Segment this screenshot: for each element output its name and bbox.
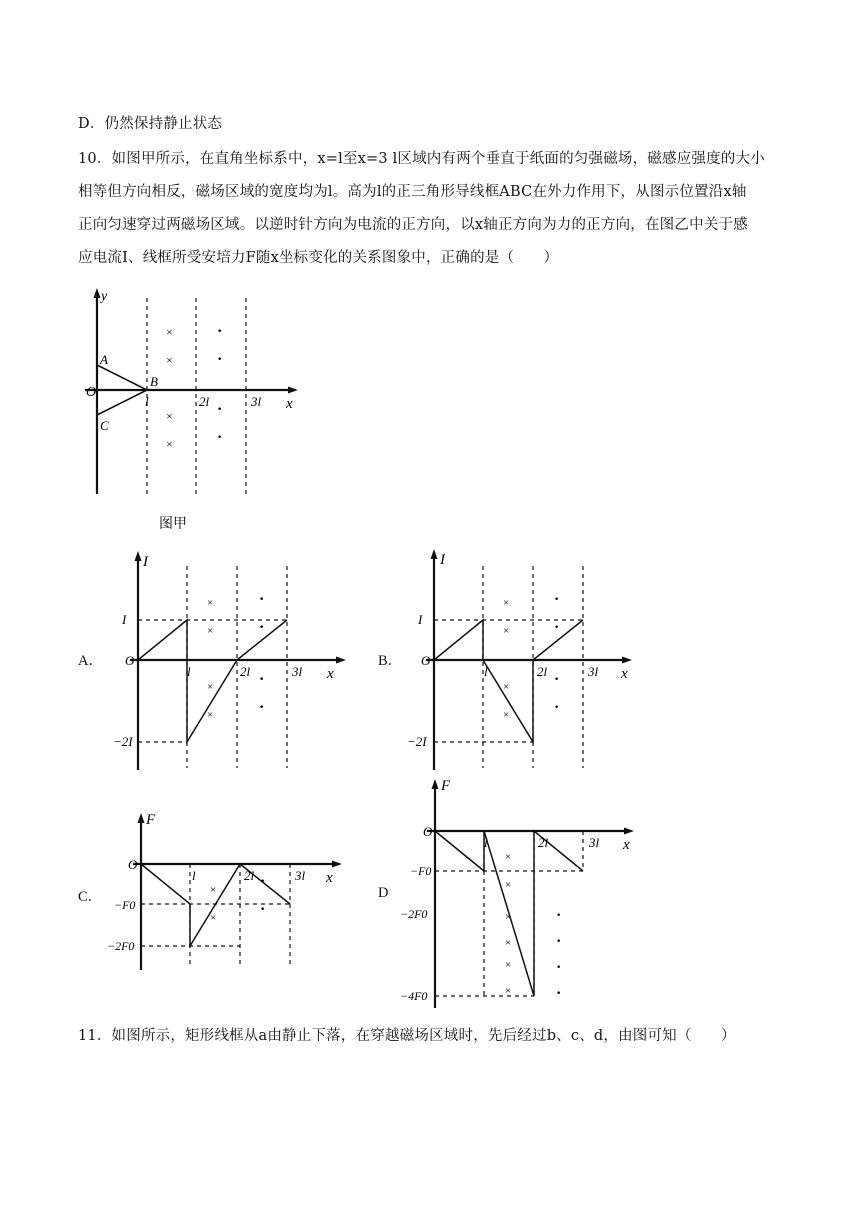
svg-text:×: ×	[505, 879, 512, 891]
svg-text:−4F0: −4F0	[400, 989, 428, 1003]
svg-text:I: I	[122, 612, 127, 627]
svg-text:×: ×	[505, 959, 512, 971]
svg-text:3l: 3l	[295, 868, 306, 883]
svg-text:−2F0: −2F0	[400, 907, 428, 921]
svg-text:·: ·	[260, 901, 266, 918]
tick-3l: 3l	[251, 394, 262, 409]
svg-text:·: ·	[217, 323, 223, 340]
x-label: x	[286, 396, 293, 412]
svg-text:l: l	[192, 868, 196, 883]
vertex-c: C	[100, 418, 109, 433]
svg-text:·: ·	[556, 985, 562, 1002]
y-label: y	[101, 289, 108, 304]
svg-text:×: ×	[505, 937, 512, 949]
svg-text:·: ·	[554, 699, 560, 716]
option-a-label[interactable]: A．	[78, 653, 103, 669]
svg-text:·: ·	[556, 933, 562, 950]
svg-text:×: ×	[210, 884, 217, 896]
svg-text:x: x	[621, 666, 628, 682]
question-10-line-2: 相等但方向相反，磁场区域的宽度均为l。高为l的正三角形导线框ABC在外力作用下，从图示位置沿x轴	[78, 184, 747, 200]
question-10-line-4: 应电流I、线框所受安培力F随x坐标变化的关系图象中，正确的是（ ）	[78, 250, 559, 266]
svg-text:l: l	[484, 664, 488, 679]
svg-text:x: x	[327, 666, 334, 682]
svg-text:·: ·	[554, 619, 560, 636]
svg-text:O: O	[128, 857, 138, 872]
svg-text:−F0: −F0	[114, 898, 136, 912]
svg-text:x: x	[623, 837, 630, 853]
option-d-previous: D．仍然保持静止状态	[78, 116, 223, 132]
svg-text:×: ×	[166, 409, 173, 423]
vertex-a: A	[100, 352, 108, 367]
svg-text:×: ×	[207, 625, 214, 637]
question-11: 11．如图所示，矩形线框从a由静止下落，在穿越磁场区域时，先后经过b、c、d，由图可知（ ）	[78, 1028, 736, 1044]
vertex-b: B	[150, 374, 158, 389]
svg-text:I: I	[143, 554, 148, 570]
svg-text:·: ·	[217, 351, 223, 368]
svg-text:×: ×	[207, 681, 214, 693]
svg-text:2l: 2l	[240, 664, 251, 679]
svg-text:−2F0: −2F0	[107, 939, 135, 953]
svg-text:·: ·	[556, 959, 562, 976]
origin-label: O	[86, 385, 97, 400]
svg-text:×: ×	[503, 625, 510, 637]
svg-text:x: x	[326, 870, 333, 886]
svg-text:I: I	[418, 612, 423, 627]
svg-text:I: I	[440, 552, 445, 568]
svg-text:3l: 3l	[589, 835, 600, 850]
svg-text:O: O	[125, 653, 135, 668]
tick-l: l	[145, 394, 149, 409]
svg-text:·: ·	[259, 671, 265, 688]
svg-text:×: ×	[207, 709, 214, 721]
svg-text:3l: 3l	[292, 664, 303, 679]
svg-text:×: ×	[166, 437, 173, 451]
svg-text:×: ×	[166, 325, 173, 339]
option-b-label[interactable]: B．	[378, 653, 403, 669]
svg-text:×: ×	[503, 597, 510, 609]
tick-2l: 2l	[199, 394, 210, 409]
svg-text:l: l	[484, 835, 488, 850]
question-10-line-3: 正向匀速穿过两磁场区域。以逆时针方向为电流的正方向，以x轴正方向为力的正方向，在图乙中关于感	[78, 217, 748, 233]
svg-text:O: O	[423, 824, 433, 839]
svg-text:×: ×	[166, 353, 173, 367]
svg-text:2l: 2l	[537, 664, 548, 679]
question-10-line-1: 10．如图甲所示，在直角坐标系中，x=l至x=3 l区域内有两个垂直于纸面的匀强磁场，磁感应强度的大小	[78, 151, 765, 167]
svg-text:×: ×	[503, 709, 510, 721]
svg-text:·: ·	[260, 873, 266, 890]
svg-text:·: ·	[259, 699, 265, 716]
svg-text:F: F	[146, 812, 156, 828]
figure-caption: 图甲	[159, 516, 187, 532]
svg-text:O: O	[421, 653, 431, 668]
svg-text:·: ·	[259, 619, 265, 636]
svg-text:·: ·	[554, 671, 560, 688]
option-c-label[interactable]: C．	[78, 889, 103, 905]
svg-text:×: ×	[505, 911, 512, 923]
svg-text:3l: 3l	[588, 664, 599, 679]
option-d-label[interactable]: D	[378, 885, 389, 901]
svg-text:−2I: −2I	[113, 734, 133, 749]
svg-text:F: F	[441, 778, 451, 794]
svg-text:·: ·	[556, 907, 562, 924]
svg-text:×: ×	[207, 597, 214, 609]
svg-text:×: ×	[505, 851, 512, 863]
svg-text:−F0: −F0	[410, 864, 432, 878]
svg-text:×: ×	[505, 985, 512, 997]
svg-text:2l: 2l	[244, 868, 255, 883]
svg-text:·: ·	[554, 591, 560, 608]
svg-text:·: ·	[259, 591, 265, 608]
svg-text:×: ×	[210, 912, 217, 924]
svg-text:−2I: −2I	[407, 734, 427, 749]
svg-text:·: ·	[217, 401, 223, 418]
svg-text:l: l	[187, 664, 191, 679]
svg-text:2l: 2l	[538, 835, 549, 850]
svg-text:×: ×	[503, 681, 510, 693]
svg-text:·: ·	[217, 429, 223, 446]
